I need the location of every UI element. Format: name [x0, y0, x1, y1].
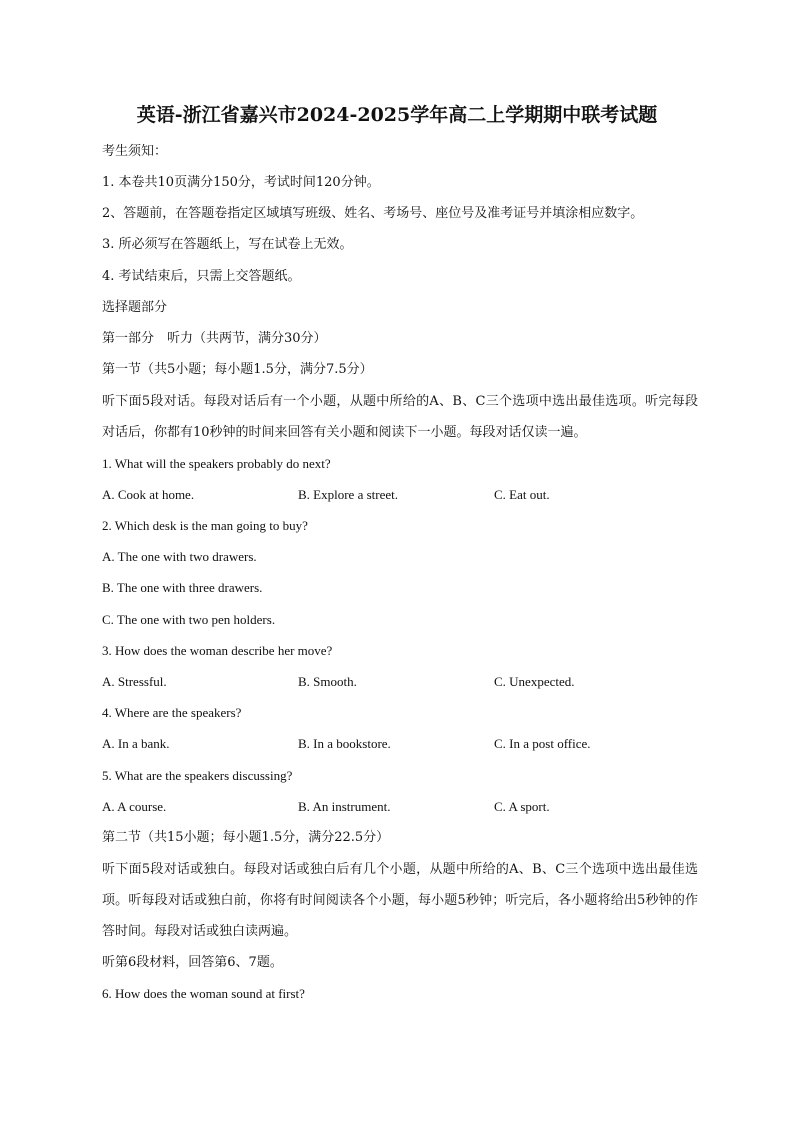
q3-option-c: C. Unexpected.: [494, 674, 575, 689]
q2-option-c: C. The one with two pen holders.: [102, 612, 276, 627]
section1-heading: 第一节（共5小题；每小题1.5分，满分7.5分）: [102, 362, 373, 377]
q1-option-c: C. Eat out.: [494, 487, 550, 502]
material-note: 听第6段材料，回答第6、7题。: [102, 955, 283, 970]
notice-item-4: 4. 考试结束后，只需上交答题纸。: [102, 269, 301, 284]
question-stem-2: 2. Which desk is the man going to buy?: [102, 518, 308, 533]
q3-option-a: A. Stressful.: [102, 674, 167, 689]
question-stem-6: 6. How does the woman sound at first?: [102, 986, 305, 1001]
question-stem-3: 3. How does the woman describe her move?: [102, 643, 333, 658]
q3-option-b: B. Smooth.: [298, 674, 357, 689]
q1-option-b: B. Explore a street.: [298, 487, 398, 502]
notice-item-2: 2、答题前，在答题卷指定区域填写班级、姓名、考场号、座位号及准考证号并填涂相应数字。: [102, 206, 644, 221]
q5-option-b: B. An instrument.: [298, 799, 391, 814]
section2-heading: 第二节（共15小题；每小题1.5分，满分22.5分）: [102, 830, 390, 845]
q2-option-b: B. The one with three drawers.: [102, 580, 263, 595]
q1-option-a: A. Cook at home.: [102, 487, 195, 502]
question-stem-4: 4. Where are the speakers?: [102, 705, 242, 720]
q5-option-c: C. A sport.: [494, 799, 550, 814]
q4-option-b: B. In a bookstore.: [298, 736, 391, 751]
notice-item-1: 1. 本卷共10页满分150分，考试时间120分钟。: [102, 175, 380, 190]
q5-option-a: A. A course.: [102, 799, 167, 814]
section2-instructions: 听下面5段对话或独白。每段对话或独白后有几个小题，从题中所给的A、B、C三个选项中选出最佳选项。听每段对话或独白前，你将有时间阅读各个小题，每小题5秒钟；听完后，各小题将给出5秒钟的作答时间。每段对话或独白读两遍。: [102, 862, 698, 939]
section1-instructions: 听下面5段对话。每段对话后有一个小题，从题中所给的A、B、C三个选项中选出最佳选项。听完每段对话后，你都有10秒钟的时间来回答有关小题和阅读下一小题。每段对话仅读一遍。: [102, 394, 698, 440]
question-stem-5: 5. What are the speakers discussing?: [102, 768, 293, 783]
part1-heading: 第一部分 听力（共两节，满分30分）: [102, 331, 327, 346]
notice-item-3: 3. 所必须写在答题纸上，写在试卷上无效。: [102, 237, 353, 252]
page-title: 英语-浙江省嘉兴市2024-2025学年高二上学期期中联考试题: [136, 104, 658, 126]
q4-option-a: A. In a bank.: [102, 736, 170, 751]
notice-heading: 考生须知：: [102, 144, 168, 159]
q2-option-a: A. The one with two drawers.: [102, 549, 257, 564]
q4-option-c: C. In a post office.: [494, 736, 591, 751]
section-label: 选择题部分: [102, 300, 168, 315]
question-stem-1: 1. What will the speakers probably do next?: [102, 456, 331, 471]
